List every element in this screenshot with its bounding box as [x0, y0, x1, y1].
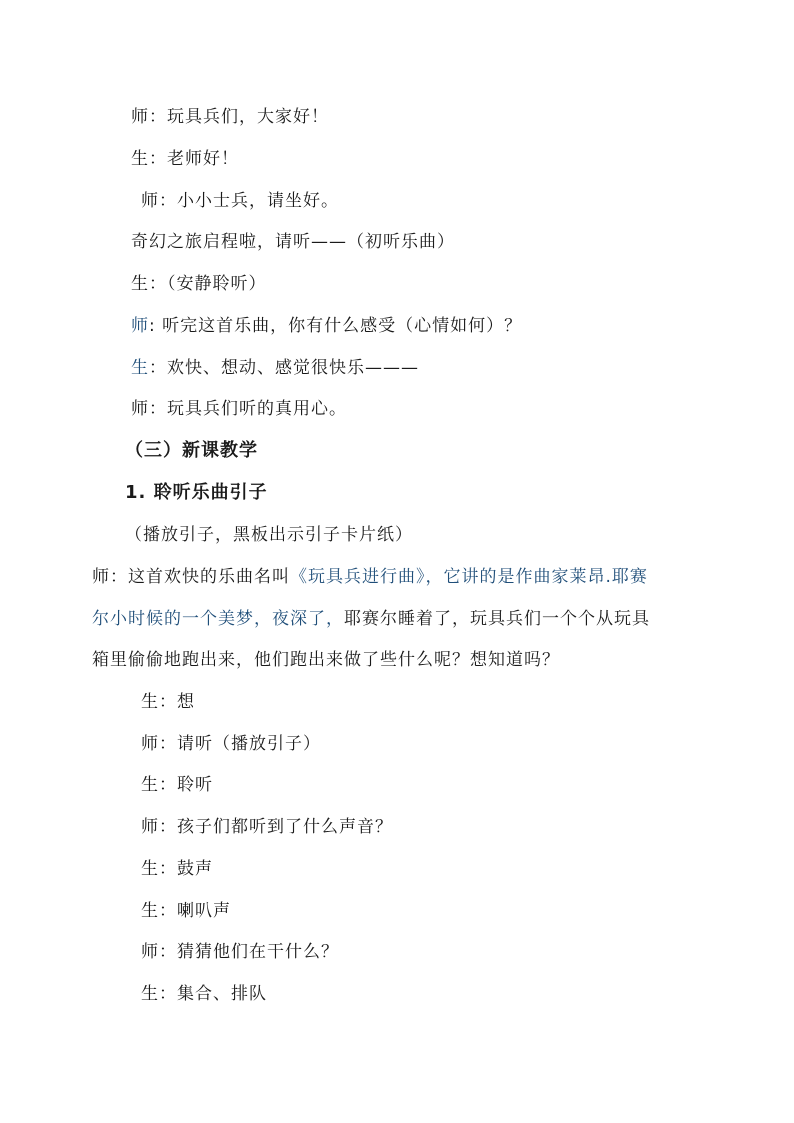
line-text-highlight: 尔小时候的一个美梦，夜深了，	[92, 609, 344, 629]
dialogue-line: 生：（安静聆听）	[131, 274, 267, 294]
dialogue-line: 师：请听（播放引子）	[141, 734, 321, 754]
line-text: 耶赛尔睡着了，玩具兵们一个个从玩具	[344, 609, 650, 629]
dialogue-line: 生：喇叭声	[141, 901, 231, 921]
dialogue-line: 生：鼓声	[141, 859, 213, 879]
dialogue-line: 师：玩具兵们听的真用心。	[131, 399, 347, 419]
paragraph-line	[92, 566, 648, 588]
dialogue-line	[131, 315, 522, 337]
dialogue-line: 生：想	[141, 692, 195, 712]
paragraph-line: 箱里偷偷地跑出来，他们跑出来做了些什么呢？想知道吗？	[92, 650, 560, 670]
stage-direction: （播放引子，黑板出示引子卡片纸）	[125, 525, 413, 545]
subsection-heading: 1. 聆听乐曲引子	[125, 482, 268, 503]
dialogue-line: 奇幻之旅启程啦，请听——（初听乐曲）	[131, 232, 455, 252]
line-text: 师：这首欢快的乐曲名叫	[92, 567, 290, 587]
dialogue-line: 生：集合、排队	[141, 984, 267, 1004]
speaker-label: 生	[131, 358, 149, 378]
dialogue-line: 生：聆听	[141, 775, 213, 795]
dialogue-line: 师：孩子们都听到了什么声音？	[141, 817, 393, 837]
line-text: ：欢快、想动、感觉很快乐———	[149, 358, 419, 378]
speaker-label: 师	[131, 316, 149, 336]
dialogue-line: 师：小小士兵，请坐好。	[141, 191, 339, 211]
paragraph-line	[92, 608, 650, 630]
dialogue-line: 师：猜猜他们在干什么？	[141, 942, 339, 962]
dialogue-line: 生：老师好！	[131, 149, 239, 169]
dialogue-line	[131, 357, 419, 379]
section-heading: （三）新课教学	[125, 440, 258, 461]
line-text: : 听完这首乐曲，你有什么感受（心情如何）？	[149, 316, 523, 336]
line-text-highlight: 《玩具兵进行曲》，它讲的是作曲家莱昂.耶赛	[290, 567, 648, 587]
dialogue-line: 师：玩具兵们，大家好！	[131, 107, 329, 127]
